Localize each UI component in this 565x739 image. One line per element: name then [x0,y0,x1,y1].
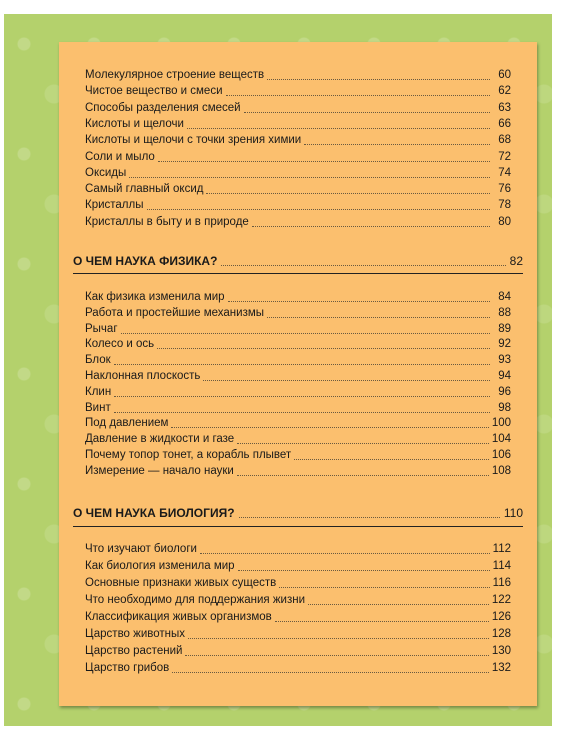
toc-page [59,42,537,706]
toc-entry-title: Классификация живых организмов [85,611,272,623]
toc-entry [85,644,511,658]
toc-entry-title: Рычаг [85,322,118,335]
toc-entry-title: Соли и мыло [85,150,155,163]
dot-leader [172,671,489,673]
toc-entry-title: О ЧЕМ НАУКА ФИЗИКА? [73,254,218,268]
toc-entry-title: Под давлением [85,417,169,430]
toc-entry [85,559,511,573]
toc-page-number: 104 [491,433,511,446]
dot-leader [238,569,490,571]
toc-entry-title: Царство грибов [85,662,170,674]
toc-entry [85,182,511,196]
toc-entry [85,101,511,115]
toc-entry [85,290,511,304]
dot-leader [228,300,490,302]
toc-entry-title: Царство животных [85,628,186,640]
dot-leader [252,225,490,227]
toc-page-number: 94 [498,370,511,382]
dot-leader [226,94,490,96]
dot-leader [206,192,490,194]
toc-entry-title: Способы разделения смесей [85,101,241,114]
toc-entry-title: Блок [85,354,111,367]
toc-entry-title: Молекулярное строение веществ [85,69,265,81]
toc-entry-title: Клин [85,385,112,398]
toc-entry [85,432,511,446]
toc-entry-title: Кристаллы [85,199,144,212]
dot-leader [129,176,490,178]
toc-entry-title: Самый главный оксид [85,183,204,196]
dot-leader [171,426,488,428]
table-of-contents [59,42,537,706]
toc-entry [85,150,511,164]
toc-entry-title: Кристаллы в быту и в природе [85,215,249,228]
toc-entry [85,337,511,351]
toc-entry [85,464,511,478]
toc-entry [85,198,511,212]
dot-leader [121,332,490,334]
toc-entry [85,385,511,399]
toc-page-number: 112 [492,543,511,555]
toc-entry [85,542,511,556]
toc-page-number: 128 [491,628,511,640]
toc-page-number: 89 [498,322,511,335]
toc-entry-title: О ЧЕМ НАУКА БИОЛОГИЯ? [73,506,235,520]
toc-entry-title: Работа и простейшие механизмы [85,306,265,319]
toc-page-number: 68 [498,134,511,147]
dot-leader [221,264,505,266]
toc-page-number: 116 [492,577,511,589]
toc-page-number: 114 [492,560,511,572]
section-heading-physics [73,254,523,269]
toc-page-number: 106 [491,449,511,461]
dot-leader [237,474,489,476]
toc-entry [85,117,511,131]
dot-leader [237,442,489,444]
toc-entry-title: Как физика изменила мир [85,291,225,303]
dot-leader [157,347,490,349]
toc-entry-title: Оксиды [85,166,127,179]
dot-leader [185,654,488,656]
toc-page-number: 100 [491,417,511,430]
dot-leader [244,111,490,113]
toc-entry-title: Измерение — начало науки [85,464,234,477]
toc-page-number: 130 [491,645,511,657]
toc-entry [85,68,511,82]
toc-entry [85,84,511,98]
dot-leader [308,603,489,605]
toc-entry [85,610,511,624]
toc-page-number: 84 [498,291,511,303]
toc-page-number: 132 [491,662,511,674]
toc-entry [85,133,511,147]
dot-leader [147,208,491,210]
toc-entry [85,353,511,367]
toc-entry-title: Что необходимо для поддержания жизни [85,594,306,606]
toc-entry [85,448,511,462]
toc-entry [85,416,511,430]
dot-leader [267,78,490,80]
dot-leader [114,395,490,397]
toc-page-number: 88 [498,306,511,319]
toc-entry-title: Винт [85,401,111,414]
toc-page-number: 110 [503,506,523,520]
toc-page-number: 108 [491,464,511,477]
toc-page-number: 78 [498,199,511,212]
toc-page-number: 96 [498,385,511,398]
toc-page-number: 122 [491,594,511,606]
dot-leader [114,363,490,365]
toc-entry [85,166,511,180]
toc-page-number: 63 [498,101,511,114]
toc-entry-title: Основные признаки живых существ [85,577,277,589]
dot-leader [187,127,490,129]
toc-page-number: 82 [509,254,523,268]
dot-leader [294,458,489,460]
section-divider [73,273,523,274]
dot-leader [304,143,490,145]
toc-entry [85,306,511,320]
dot-leader [200,552,490,554]
toc-page-number: 66 [498,117,511,130]
dot-leader [279,586,489,588]
dot-leader [239,516,500,518]
dot-leader [275,620,489,622]
toc-page-number: 93 [498,354,511,367]
toc-page-number: 98 [498,401,511,414]
toc-entry-title: Давление в жидкости и газе [85,433,235,446]
toc-entry-title: Кислоты и щелочи [85,117,184,130]
toc-page-number: 80 [498,215,511,228]
toc-entry [85,593,511,607]
section-divider [73,526,523,527]
toc-page-number: 92 [498,338,511,351]
toc-entry [85,369,511,383]
dot-leader [188,637,489,639]
toc-entry [85,661,511,675]
toc-page-number: 74 [498,166,511,179]
toc-entry [85,322,511,336]
toc-entry [85,401,511,415]
toc-page-number: 72 [498,150,511,163]
toc-entry-title: Что изучают биологи [85,543,197,555]
toc-entry-title: Царство растений [85,645,183,657]
toc-entry-title: Наклонная плоскость [85,370,201,382]
dot-leader [158,160,490,162]
toc-entry [85,576,511,590]
section-heading-biology [73,506,523,521]
toc-entry-title: Чистое вещество и смеси [85,85,223,98]
dot-leader [203,379,490,381]
toc-entry [85,215,511,229]
toc-entry-title: Колесо и ось [85,338,155,351]
toc-page-number: 62 [498,85,511,98]
toc-entry [85,627,511,641]
dot-leader [114,411,490,413]
dot-leader [267,316,490,318]
toc-page-number: 76 [498,183,511,196]
toc-entry-title: Кислоты и щелочи с точки зрения химии [85,134,302,147]
toc-entry-title: Почему топор тонет, а корабль плывет [85,449,292,461]
toc-page-number: 126 [491,611,511,623]
toc-page-number: 60 [498,69,511,81]
toc-entry-title: Как биология изменила мир [85,560,235,572]
